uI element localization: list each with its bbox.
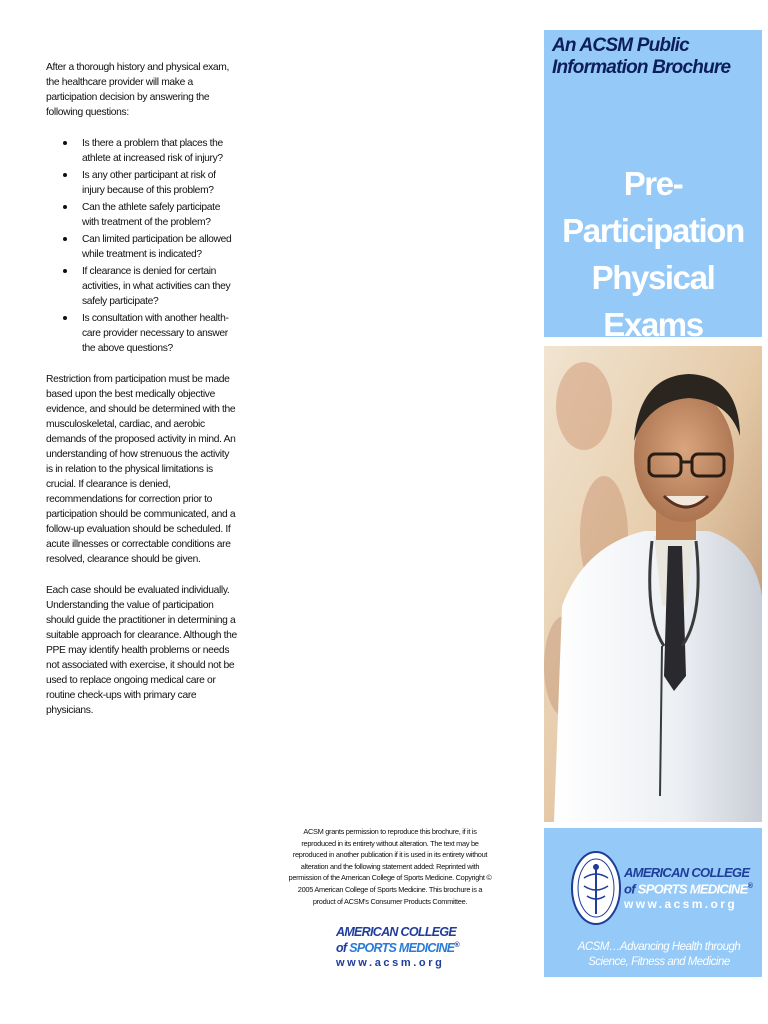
list-item: Is any other participant at risk of injury because of this problem? <box>82 168 238 198</box>
list-item: Can the athlete safely participate with treatment of the problem? <box>82 200 238 230</box>
list-item: Can limited participation be allowed while treatment is indicated? <box>82 232 238 262</box>
tagline-line-2: Science, Fitness and Medicine <box>588 955 730 968</box>
title-line-2: Physical Exams <box>591 259 715 343</box>
logo-line-sports <box>336 939 459 955</box>
logo-line-sports <box>624 880 752 896</box>
acsm-logo-middle <box>336 926 459 971</box>
title-line-1: Pre-Participation <box>562 165 744 249</box>
list-item: Is consultation with another health-care provider necessary to answer the above questions? <box>82 311 238 356</box>
registered-mark: ® <box>747 883 753 890</box>
logo-url[interactable]: www.acsm.org <box>336 957 445 970</box>
doctor-illustration <box>544 346 762 822</box>
cover-title-panel <box>544 30 762 343</box>
logo-of: of <box>336 941 347 956</box>
left-column <box>46 60 238 718</box>
intro-paragraph: After a thorough history and physical exam, the healthcare provider will make a participation decision by answering the following questions: <box>46 62 229 118</box>
logo-url[interactable]: www.acsm.org <box>624 897 738 912</box>
permission-notice: ACSM grants permission to reproduce this brochure, if it is reproduced in its entirety without alteration. The text may be reproduced in another publication if it is used in its entirety without alteration and the following statement added: Reprinted with permission of the American College of Sports Medicine. Copyright © 2005 American College of Sports Medicine. This brochure is a product of ACSM's Consumer Products Committee. <box>288 827 492 906</box>
logo-line-college: AMERICAN COLLEGE <box>336 925 457 939</box>
logo-sports: SPORTS MEDICINE <box>349 941 455 956</box>
tagline <box>564 940 754 969</box>
page-title <box>544 160 762 348</box>
list-item: If clearance is denied for certain activities, in what activities can they safely participate? <box>82 264 238 309</box>
tagline-line-1: ACSM…Advancing Health through <box>577 941 741 953</box>
logo-line-college: AMERICAN COLLEGE <box>624 865 750 880</box>
acsm-logo-footer <box>624 866 752 913</box>
individual-case-paragraph: Each case should be evaluated individually. Understanding the value of participation should guide the practitioner in determining a suitable approach for clearance. Although the PPE may identify health problems or needs not associated with exercise, it should not be used to replace ongoing medical care or routine check-ups with primary care physicians. <box>46 585 237 716</box>
logo-of: of <box>624 881 635 897</box>
brochure-label: An ACSM Public Information Brochure <box>552 35 731 78</box>
registered-mark: ® <box>454 942 459 949</box>
doctor-photo <box>544 346 762 822</box>
acsm-seal-icon <box>570 848 622 928</box>
footer-logo-panel <box>544 828 762 977</box>
restriction-paragraph: Restriction from participation must be made based upon the best medically objective evidence, and should be determined with the musculoskeletal, cardiac, and aerobic demands of the proposed activity in mind. An understanding of how strenuous the activity is in relation to the physical limitations is crucial. If clearance is denied, recommendations for correction prior to participation should be communicated, and a follow-up evaluation should be scheduled. If acute illnesses or correctable conditions are resolved, clearance should be given. <box>46 374 236 565</box>
questions-list <box>46 136 238 356</box>
list-item: Is there a problem that places the athlete at increased risk of injury? <box>82 136 238 166</box>
logo-sports: SPORTS MEDICINE <box>637 881 748 897</box>
